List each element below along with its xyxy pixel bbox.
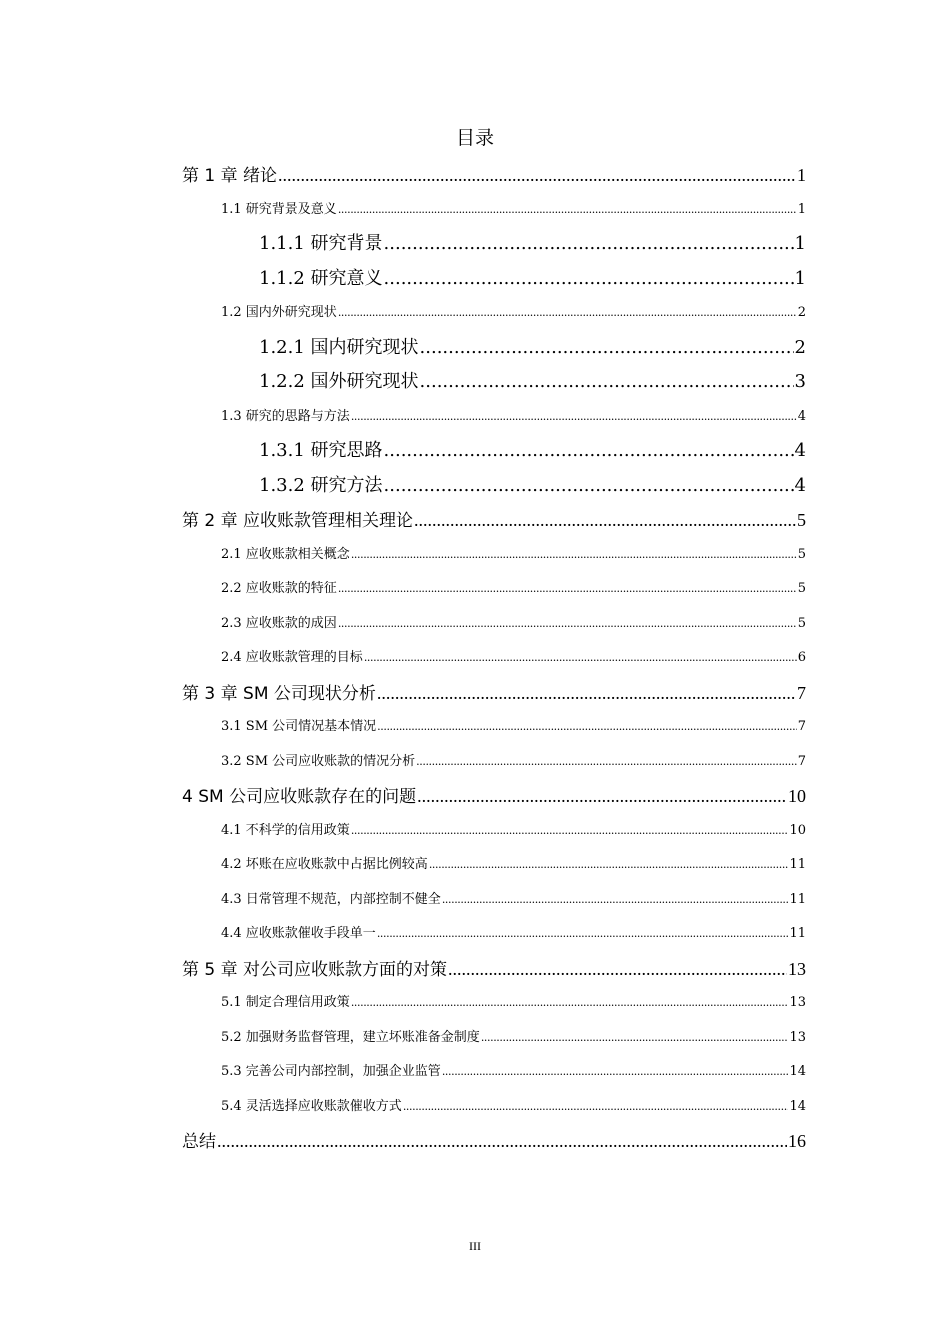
dot-leader — [420, 336, 794, 360]
dot-leader — [429, 856, 789, 874]
toc-entry-page: 1 — [797, 202, 806, 217]
toc-entry-title: 2.2 应收账款的特征 — [221, 581, 337, 596]
toc-entry-level2[interactable] — [221, 1029, 806, 1047]
dot-leader — [384, 232, 794, 256]
toc-entry-title: 总结 — [182, 1132, 216, 1152]
toc-entry-level2[interactable] — [221, 925, 806, 943]
dot-leader — [384, 474, 794, 498]
toc-entry-level2[interactable] — [221, 822, 806, 840]
toc-entry-page: 5 — [797, 510, 806, 530]
dot-leader — [338, 304, 797, 322]
toc-entry-level2[interactable] — [221, 304, 806, 322]
dot-leader — [377, 718, 797, 736]
toc-entry-level2[interactable] — [221, 753, 806, 771]
toc-entry-page: 5 — [797, 616, 806, 631]
dot-leader — [448, 957, 787, 981]
toc-entry-title: 1.3.2 研究方法 — [259, 475, 383, 496]
dot-leader — [351, 408, 797, 426]
toc-entry-title: 3.2 SM 公司应收账款的情况分析 — [221, 754, 416, 769]
toc-entry-level1[interactable] — [182, 681, 806, 705]
toc-entry-level3[interactable] — [259, 267, 806, 291]
toc-entry-title: 2.1 应收账款相关概念 — [221, 547, 350, 562]
toc-entry-page: 14 — [789, 1099, 806, 1114]
dot-leader — [377, 925, 789, 943]
toc-entry-level2[interactable] — [221, 580, 806, 598]
toc-entry-title: 3.1 SM 公司情况基本情况 — [221, 719, 377, 734]
toc-entry-title: 1.3.1 研究思路 — [259, 440, 383, 461]
toc-entry-page: 4 — [794, 440, 806, 461]
toc-entry-page: 11 — [789, 926, 806, 941]
dot-leader — [442, 1063, 789, 1081]
toc-entry-level2[interactable] — [221, 1098, 806, 1116]
toc-entry-level1[interactable] — [182, 163, 806, 187]
dot-leader — [364, 649, 797, 667]
dot-leader — [351, 994, 789, 1012]
toc-entry-title: 1.1 研究背景及意义 — [221, 202, 337, 217]
dot-leader — [278, 163, 796, 187]
toc-entry-page: 7 — [797, 754, 806, 769]
dot-leader — [377, 681, 796, 705]
toc-entry-level3[interactable] — [259, 370, 806, 394]
toc-entry-page: 1 — [797, 165, 806, 185]
toc-entry-level3[interactable] — [259, 439, 806, 463]
dot-leader — [338, 615, 797, 633]
toc-entry-page: 13 — [789, 1030, 806, 1045]
toc-entry-page: 10 — [788, 786, 806, 806]
dot-leader — [414, 508, 796, 532]
toc-entry-page: 2 — [794, 337, 806, 358]
toc-entry-level1[interactable] — [182, 508, 806, 532]
toc-entry-title: 第 2 章 应收账款管理相关理论 — [182, 511, 414, 531]
toc-entry-title: 4.1 不科学的信用政策 — [221, 823, 350, 838]
toc-entry-title: 1.2 国内外研究现状 — [221, 305, 337, 320]
toc-entry-title: 2.4 应收账款管理的目标 — [221, 650, 363, 665]
toc-entry-title: 5.2 加强财务监督管理，建立坏账准备金制度 — [221, 1030, 480, 1045]
toc-entry-page: 1 — [794, 233, 806, 254]
dot-leader — [442, 891, 789, 909]
dot-leader — [403, 1098, 789, 1116]
toc-entry-title: 5.1 制定合理信用政策 — [221, 995, 350, 1010]
dot-leader — [420, 370, 794, 394]
toc-entry-page: 16 — [788, 1131, 806, 1151]
toc-entry-page: 11 — [789, 892, 806, 907]
toc-entry-level3[interactable] — [259, 232, 806, 256]
toc-entry-page: 2 — [797, 305, 806, 320]
toc-entry-level2[interactable] — [221, 856, 806, 874]
dot-leader — [384, 439, 794, 463]
toc-entry-page: 3 — [794, 371, 806, 392]
toc-entry-level1[interactable] — [182, 784, 806, 808]
toc-entry-level2[interactable] — [221, 718, 806, 736]
toc-entry-title: 4.2 坏账在应收账款中占据比例较高 — [221, 857, 428, 872]
dot-leader — [351, 822, 789, 840]
dot-leader — [384, 267, 794, 291]
toc-entry-page: 11 — [789, 857, 806, 872]
toc-entry-level2[interactable] — [221, 994, 806, 1012]
toc-entry-title: 1.1.1 研究背景 — [259, 233, 383, 254]
toc-entry-page: 5 — [797, 547, 806, 562]
toc-entry-title: 2.3 应收账款的成因 — [221, 616, 337, 631]
toc-entry-title: 4 SM 公司应收账款存在的问题 — [182, 787, 417, 807]
toc-entry-page: 14 — [789, 1064, 806, 1079]
dot-leader — [338, 201, 797, 219]
toc-entry-page: 5 — [797, 581, 806, 596]
toc-entry-level2[interactable] — [221, 615, 806, 633]
toc-entry-title: 1.2.2 国外研究现状 — [259, 371, 419, 392]
toc-entry-page: 13 — [788, 959, 806, 979]
toc-entry-title: 5.4 灵活选择应收账款催收方式 — [221, 1099, 402, 1114]
toc-entry-level1[interactable] — [182, 957, 806, 981]
toc-entry-title: 1.3 研究的思路与方法 — [221, 409, 350, 424]
dot-leader — [416, 753, 797, 771]
toc-entry-page: 4 — [794, 475, 806, 496]
toc-entry-page: 6 — [797, 650, 806, 665]
toc-entry-title: 第 5 章 对公司应收账款方面的对策 — [182, 960, 448, 980]
dot-leader — [351, 546, 797, 564]
toc-entry-level3[interactable] — [259, 474, 806, 498]
toc-entry-page: 4 — [797, 409, 806, 424]
toc-entry-title: 1.2.1 国内研究现状 — [259, 337, 419, 358]
toc-entry-level2[interactable] — [221, 408, 806, 426]
toc-entry-title: 第 3 章 SM 公司现状分析 — [182, 684, 376, 704]
toc-entry-level2[interactable] — [221, 546, 806, 564]
toc-entry-level2[interactable] — [221, 1063, 806, 1081]
toc-entry-level2[interactable] — [221, 891, 806, 909]
dot-leader — [481, 1029, 789, 1047]
dot-leader — [338, 580, 797, 598]
page-title: 目录 — [455, 127, 494, 149]
toc-entry-level2[interactable] — [221, 649, 806, 667]
toc-entry-page: 13 — [789, 995, 806, 1010]
dot-leader — [217, 1129, 787, 1153]
toc-entry-title: 4.3 日常管理不规范，内部控制不健全 — [221, 892, 441, 907]
toc-entry-page: 1 — [794, 268, 806, 289]
toc-entry-title: 5.3 完善公司内部控制，加强企业监管 — [221, 1064, 441, 1079]
toc-entry-page: 7 — [797, 683, 806, 703]
toc-entry-title: 第 1 章 绪论 — [182, 166, 278, 186]
toc-entry-title: 1.1.2 研究意义 — [259, 268, 383, 289]
toc-entry-title: 4.4 应收账款催收手段单一 — [221, 926, 376, 941]
toc-entry-page: 10 — [789, 823, 806, 838]
page-number: III — [469, 1239, 481, 1253]
toc-entry-page: 7 — [797, 719, 806, 734]
toc-entry-level2[interactable] — [221, 201, 806, 219]
toc-entry-level3[interactable] — [259, 336, 806, 360]
dot-leader — [417, 784, 787, 808]
toc-entry-level1[interactable] — [182, 1129, 806, 1153]
